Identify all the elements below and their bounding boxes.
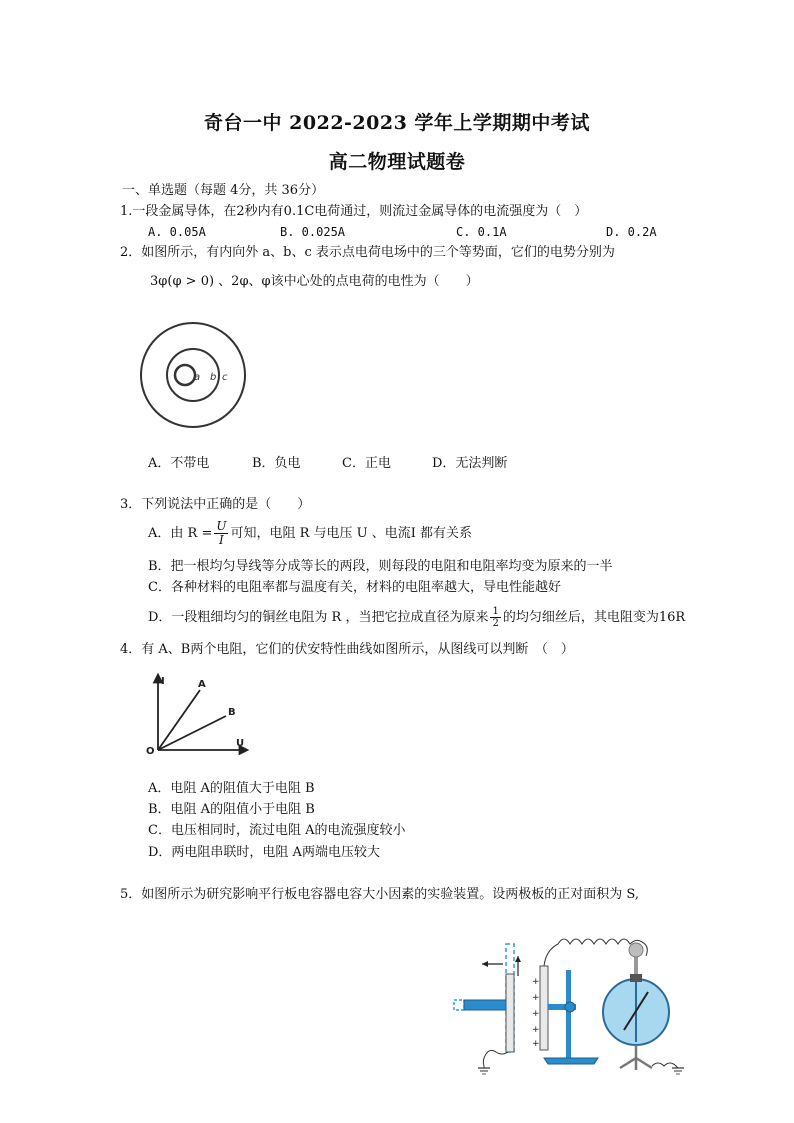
electroscope-stand [620, 1045, 652, 1070]
electroscope-ball [629, 943, 643, 957]
fraction-u-over-i: $\frac{U}{I}$ [216, 519, 227, 547]
question-3-stem: 3．下列说法中正确的是（ ） [120, 497, 311, 512]
origin-label: O [146, 746, 155, 757]
insulated-rod [464, 1000, 506, 1010]
question-2-option-d: D．无法判断 [432, 456, 508, 471]
stand-base [544, 1058, 598, 1064]
line-b-label: B [228, 707, 236, 718]
line-b [158, 716, 226, 750]
iv-curve-figure [140, 672, 252, 756]
question-1-option-d: D. 0.2A [606, 225, 657, 239]
electroscope-top-cap [630, 974, 642, 982]
exam-subtitle: 高二物理试题卷 [328, 151, 466, 173]
axis-label-i: I [161, 676, 165, 687]
plus-5: + [532, 1039, 540, 1049]
plus-1: + [532, 977, 540, 987]
line-a [158, 690, 200, 750]
question-3-option-c: C．各种材料的电阻率都与温度有关，材料的电阻率越大，导电性能越好 [148, 580, 561, 595]
right-plate [540, 966, 548, 1050]
label-a: a [194, 372, 201, 383]
capacitor-apparatus-figure [448, 918, 688, 1076]
option-d-suffix: 的均匀细丝后，其电阻变为16R [502, 610, 686, 625]
question-1-option-b: B. 0.025A [280, 225, 346, 239]
question-3-option-b: B．把一根均匀导线等分成等长的两段，则每段的电阻和电阻率均变为原来的一半 [148, 559, 613, 574]
plus-2: + [532, 993, 540, 1003]
option-a-suffix: 可知，电阻 R 与电压 U 、电流I 都有关系 [230, 526, 473, 541]
question-4-option-b: B．电阻 A的阻值小于电阻 B [148, 802, 315, 817]
question-2-stem: 2．如图所示，有内向外 a、b、c 表示点电荷电场中的三个等势面，它们的电势分别为 [120, 245, 615, 260]
stand-clamp [565, 1002, 575, 1012]
label-c: c [222, 372, 228, 383]
left-ground-wire [483, 1050, 508, 1068]
question-3-option-a [148, 520, 472, 548]
question-4-option-a: A．电阻 A的阻值大于电阻 B [148, 781, 315, 796]
equipotential-figure [130, 318, 260, 430]
plus-3: + [532, 1009, 540, 1019]
question-1-option-a: A. 0.05A [148, 225, 206, 239]
question-2-option-b: B．负电 [252, 456, 301, 471]
fraction-one-half: $\frac{1}{2}$ [492, 606, 499, 629]
question-1-stem: 1.一段金属导体，在2秒内有0.1C电荷通过，则流过金属导体的电流强度为（ ） [120, 204, 588, 219]
question-4-option-c: C．电压相同时，流过电阻 A的电流强度较小 [148, 823, 406, 838]
question-2-option-c: C．正电 [342, 456, 391, 471]
question-3-option-d [148, 604, 685, 632]
question-1-option-c: C. 0.1A [456, 225, 507, 239]
label-b: b [210, 372, 217, 383]
axis-label-u: U [236, 738, 245, 749]
question-4-option-d: D．两电阻串联时，电阻 A两端电压较大 [148, 845, 380, 860]
line-a-label: A [198, 679, 206, 690]
question-2-stem-cont: 3φ(φ > 0) 、2φ、φ该中心处的点电荷的电性为（ ） [150, 274, 479, 289]
question-5-stem: 5．如图所示为研究影响平行板电容器电容大小因素的实验装置。设两极板的正对面积为 S, [120, 887, 639, 902]
question-4-stem: 4．有 A、B两个电阻，它们的伏安特性曲线如图所示，从图线可以判断 （ ） [120, 642, 574, 657]
left-plate [506, 974, 514, 1052]
dashed-rod-outline [454, 1000, 464, 1010]
exam-title: 奇台一中 2022-2023 学年上学期期中考试 [204, 112, 590, 134]
question-2-option-a: A．不带电 [148, 456, 210, 471]
option-d-prefix: D．一段粗细均匀的铜丝电阻为 R ，当把它拉成直径为原来 [148, 610, 489, 625]
right-ground-wire [652, 1063, 678, 1068]
stand-pole [566, 970, 571, 1058]
plus-4: + [532, 1025, 540, 1035]
section-heading: 一、单选题（每题 4分，共 36分） [122, 183, 325, 198]
option-a-prefix: A．由 R = [148, 526, 213, 541]
